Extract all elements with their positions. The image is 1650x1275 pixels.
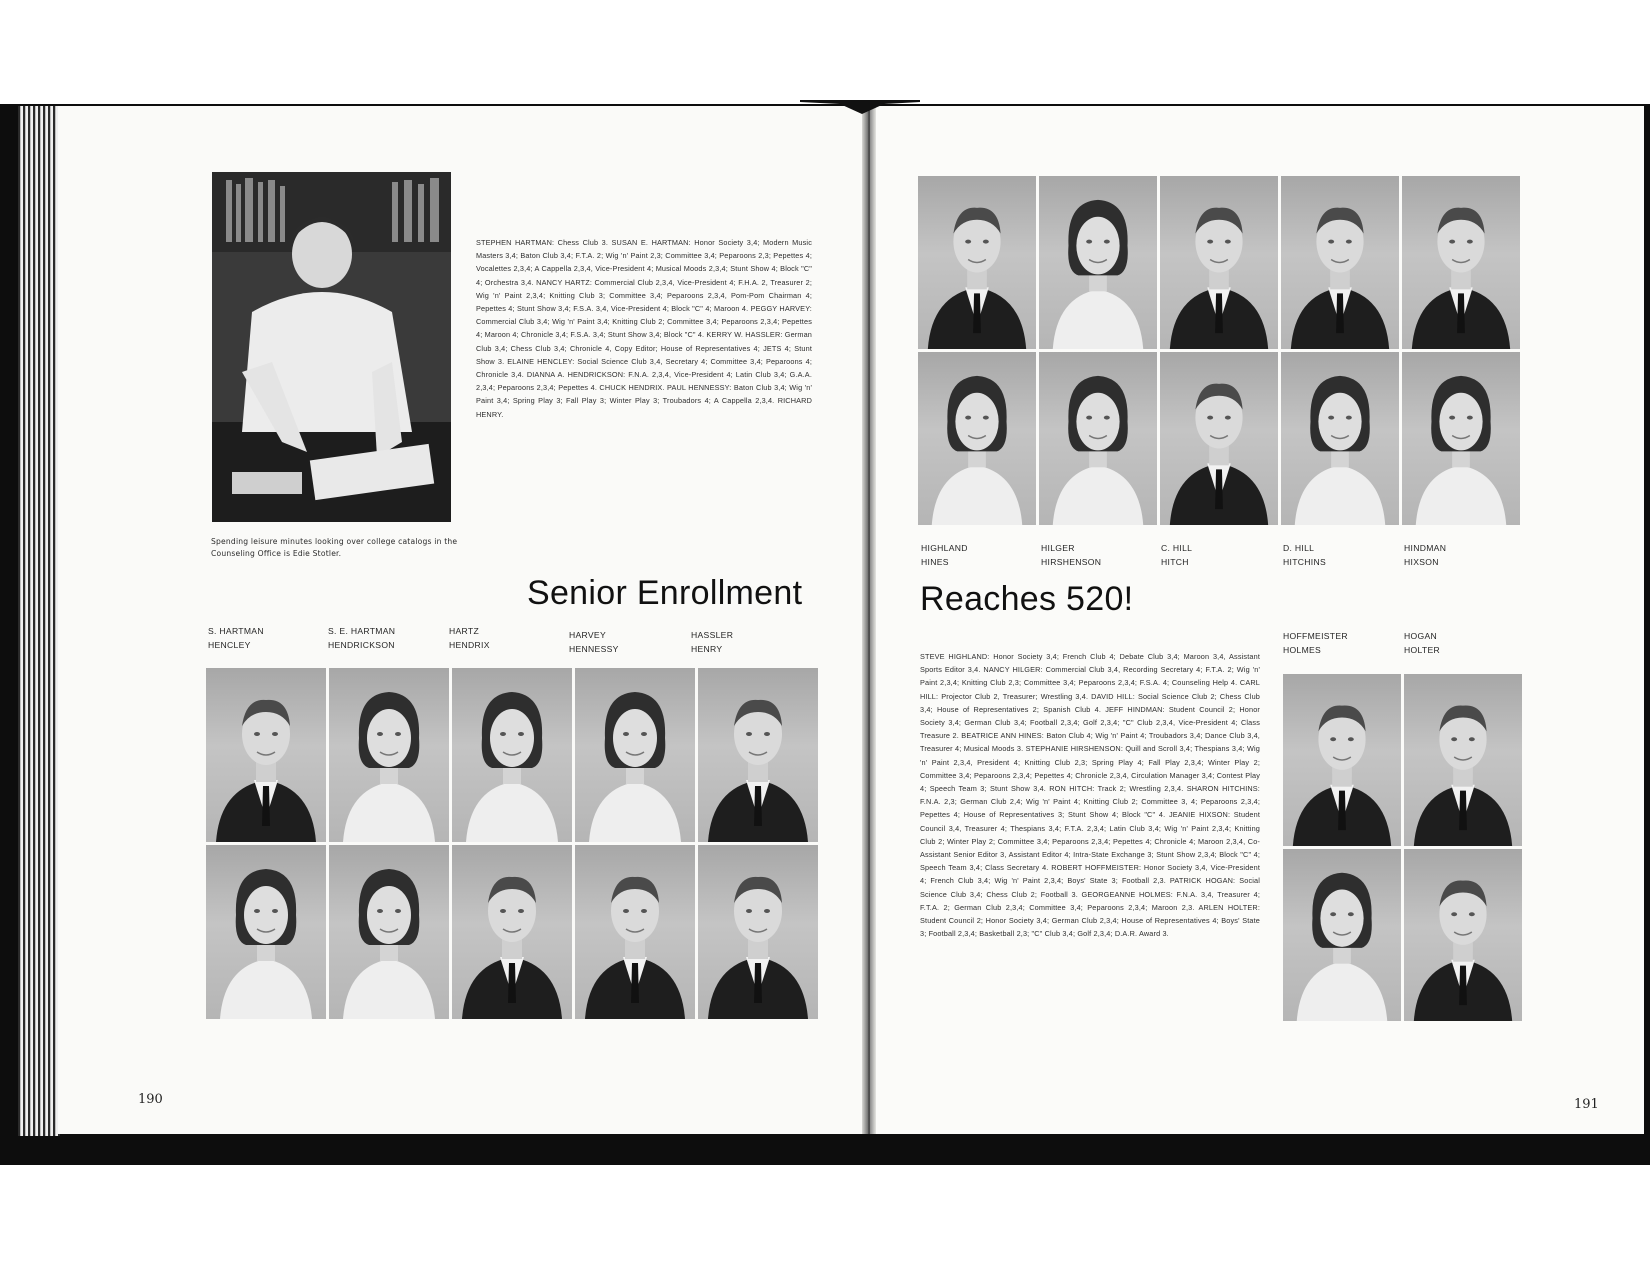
portrait-silhouette <box>1160 176 1278 349</box>
portrait-photo <box>1281 352 1399 525</box>
binding-notch <box>800 100 920 120</box>
name-caption: D. HILL HITCHINS <box>1283 543 1326 567</box>
portrait-silhouette <box>1283 674 1401 846</box>
bio-paragraph-left: STEPHEN HARTMAN: Chess Club 3. SUSAN E. HARTMAN: Honor Society 3,4; Modern Music Masters 3,4; Baton Club 3,4; F.T.A. 2; Wig 'n' Paint 2,3; Committee 3,4; Peparoons 2,3; Pepettes 4; Vocalettes 2,3,4; A Cappella 2,3,4, Vice-President 4; Musical Moods 2,3,4; Stunt Show 4; Block "C" 4; Orchestra 3,4. NANCY HARTZ: Commercial Club 2,3,4, Vice-President 4; F.H.A. 2, Treasurer 2; Wig 'n' Paint 2,3,4; Knitting Club 3; Committee 3,4; Peparoons 2,3,4, Pom-Pom Chairman 4; Pepettes 4; Stunt Show 3,4; F.S.A. 3,4, Vice-President 4; Block "C" 4; Maroon 4. PEGGY HARVEY: Commercial Club 3,4; Wig 'n' Paint 3,4; Knitting Club 2; Committee 3,4; Peparoons 2,3,4; Pepettes 4; Maroon 4; Chronicle 3,4; F.S.A. 3,4; Stunt Show 3,4; Block "C" 4. KERRY W. HASSLER: German Club 3,4; Chess Club 3,4; Chronicle 4, Copy Editor; House of Representatives 4; JETS 4; Stunt Show 3. ELAINE HENCLEY: Social Science Club 3,4, Secretary 4; Committee 3,4; Peparoons 4; Chronicle 3,4. DIANNA A. HENDRICKSON: F.N.A. 2,3,4, Vice-President 4; Latin Club 3,4; G.A.A. 2,3,4; Peparoons 2,3,4; Pepettes 4. CHUCK HENDRIX. PAUL HENNESSY: Baton Club 3,4; Wig 'n' Paint 3,4; Spring Play 3; Fall Play 3; Winter Play 3; Troubadors 4; A Cappella 2,3,4. RICHARD HENRY. <box>476 238 812 419</box>
portrait-silhouette <box>698 845 818 1019</box>
portrait-silhouette <box>1404 674 1522 846</box>
portrait-photo <box>698 845 818 1019</box>
name-caption: HOGAN HOLTER <box>1404 631 1441 655</box>
name-caption: HARTZ HENDRIX <box>449 626 490 650</box>
page-edges <box>18 106 60 1136</box>
name-caption: HILGER HIRSHENSON <box>1041 543 1102 567</box>
portrait-silhouette <box>918 352 1036 525</box>
portrait-photo <box>1039 352 1157 525</box>
portrait-silhouette <box>452 845 572 1019</box>
portrait-photo <box>206 668 326 842</box>
portrait-photo <box>918 176 1036 349</box>
candid-caption: Spending leisure minutes looking over college catalogs in the Counseling Office is Edie Stotler. <box>211 537 458 558</box>
portrait-silhouette <box>452 668 572 842</box>
portrait-photo <box>1039 176 1157 349</box>
portrait-silhouette <box>1402 176 1520 349</box>
bio-paragraph-right: STEVE HIGHLAND: Honor Society 3,4; French Club 4; Debate Club 3,4; Maroon 3,4, Assistant Sports Editor 3,4. NANCY HILGER: Commercial Club 3,4, Recording Secretary 4; F.T.A. 2; Wig 'n' Paint 2,3,4; Knitting Club 2,3; Committee 3,4; Peparoons 2,3,4; F.S.A. 4; Counseling Help 4. CARL HILL: Projector Club 2, Treasurer; Wrestling 3,4. DAVID HILL: Social Science Club 2; Chess Club 3,4; House of Representatives 2; Spanish Club 4. JEFF HINDMAN: Student Council 2; Honor Society 3,4; German Club 3,4; Football 2,3,4; Golf 2,3,4; "C" Club 2,3,4, Vice-President 4; Class Treasure 2. BEATRICE ANN HINES: Baton Club 4; Wig 'n' Paint 4; Troubadors 3,4; Dance Club 3,4, Treasurer 4; Musical Moods 3. STEPHANIE HIRSHENSON: Quill and Scroll 3,4; Thespians 3,4; Wig 'n' Paint 2,3,4, President 4; Knitting Club 2,3; Spring Play 4; Fall Play 2,3,4; Winter Play 2; Committee 3,4; Peparoons 2,3,4; Pepettes 4; Chronicle 2,3,4, Circulation Manager 3,4; Contest Play 4; Speech Team 3; Stunt Show 3,4. RON HITCH: Track 2; Wrestling 2,3,4. SHARON HITCHINS: F.N.A. 2,3; German Club 2,4; Wig 'n' Paint 4; Knitting Club 2; Committee 3, 4; Peparoons 2,3,4; Pepettes 4; House of Representatives 3; Stunt Show 4; Block "C" 4. JEANIE HIXSON: Student Council 3,4, Treasurer 4; Thespians 3,4; F.T.A. 2,3,4; Latin Club 3,4; Wig 'n' Paint 2,3,4; Knitting Club 2; Winter Play 2; Committee 3,4; Peparoons 2,3,4; Pepettes 4; Chronicle 4; Maroon 2,3,4, Co-Assistant Senior Editor 3, Assistant Editor 4; Intra-State Exchange 3; Stunt Show 2,3,4; Block "C" 4; Speech Team 3,4; Class Secretary 4. ROBERT HOFFMEISTER: Honor Society 3,4, Vice-President 4; French Club 3,4; Wig 'n' Paint 2,3,4; Boys' State 3; Football 2,3. PATRICK HOGAN: Social Science Club 3,4; Chess Club 2; Football 3. GEORGEANNE HOLMES: F.N.A. 3,4, Treasurer 4; F.T.A. 2; German Club 2,3,4; Committee 3,4; Peparoons 2,3,4; Maroon 2,3. ARLEN HOLTER: Student Council 2; Honor Society 3,4; German Club 2,3,4; House of Representatives 4; Boys' State 3; Football 2,3,4; Basketball 2,3; "C" Club 3,4; Golf 2,3,4; D.A.R. Award 3. <box>920 652 1260 939</box>
portrait-photo <box>1160 176 1278 349</box>
scan-margin-top <box>0 0 1650 104</box>
candid-photo <box>212 172 451 522</box>
portrait-photo <box>1281 176 1399 349</box>
name-caption: S. E. HARTMAN HENDRICKSON <box>328 626 396 650</box>
portrait-grid-left <box>206 668 818 1019</box>
headline-left: Senior Enrollment <box>527 574 803 612</box>
name-caption: S. HARTMAN HENCLEY <box>208 626 264 650</box>
portrait-silhouette <box>206 845 326 1019</box>
portrait-silhouette <box>918 176 1036 349</box>
name-caption: HOFFMEISTER HOLMES <box>1283 631 1348 655</box>
portrait-silhouette <box>1402 352 1520 525</box>
name-caption: HINDMAN HIXSON <box>1404 543 1447 567</box>
portrait-silhouette <box>1281 176 1399 349</box>
headline-right: Reaches 520! <box>920 580 1134 618</box>
portrait-photo <box>1404 674 1522 846</box>
portrait-silhouette <box>1160 352 1278 525</box>
portrait-photo <box>329 668 449 842</box>
portrait-silhouette <box>329 845 449 1019</box>
name-caption: HARVEY HENNESSY <box>569 630 619 654</box>
portrait-silhouette <box>575 845 695 1019</box>
name-caption: C. HILL HITCH <box>1161 543 1193 567</box>
portrait-silhouette <box>575 668 695 842</box>
portrait-photo <box>918 352 1036 525</box>
portrait-photo <box>1160 352 1278 525</box>
portrait-silhouette <box>206 668 326 842</box>
portrait-photo <box>452 668 572 842</box>
portrait-silhouette <box>1281 352 1399 525</box>
portrait-silhouette <box>1404 849 1522 1021</box>
portrait-silhouette <box>1039 176 1157 349</box>
page-number-right: 191 <box>1574 1097 1599 1112</box>
portrait-silhouette <box>329 668 449 842</box>
portrait-silhouette <box>698 668 818 842</box>
portrait-photo <box>698 668 818 842</box>
portrait-silhouette <box>1283 849 1401 1021</box>
page-number-left: 190 <box>138 1092 163 1107</box>
portrait-grid-right-small <box>1283 674 1522 1021</box>
name-caption: HASSLER HENRY <box>691 630 734 654</box>
portrait-photo <box>1404 849 1522 1021</box>
portrait-photo <box>1283 849 1401 1021</box>
portrait-silhouette <box>1039 352 1157 525</box>
name-caption: HIGHLAND HINES <box>921 543 968 567</box>
portrait-photo <box>329 845 449 1019</box>
portrait-photo <box>206 845 326 1019</box>
portrait-photo <box>575 845 695 1019</box>
book-gutter <box>862 106 876 1134</box>
portrait-photo <box>575 668 695 842</box>
portrait-photo <box>1402 352 1520 525</box>
portrait-photo <box>452 845 572 1019</box>
portrait-photo <box>1402 176 1520 349</box>
portrait-photo <box>1283 674 1401 846</box>
portrait-grid-right <box>918 176 1520 525</box>
